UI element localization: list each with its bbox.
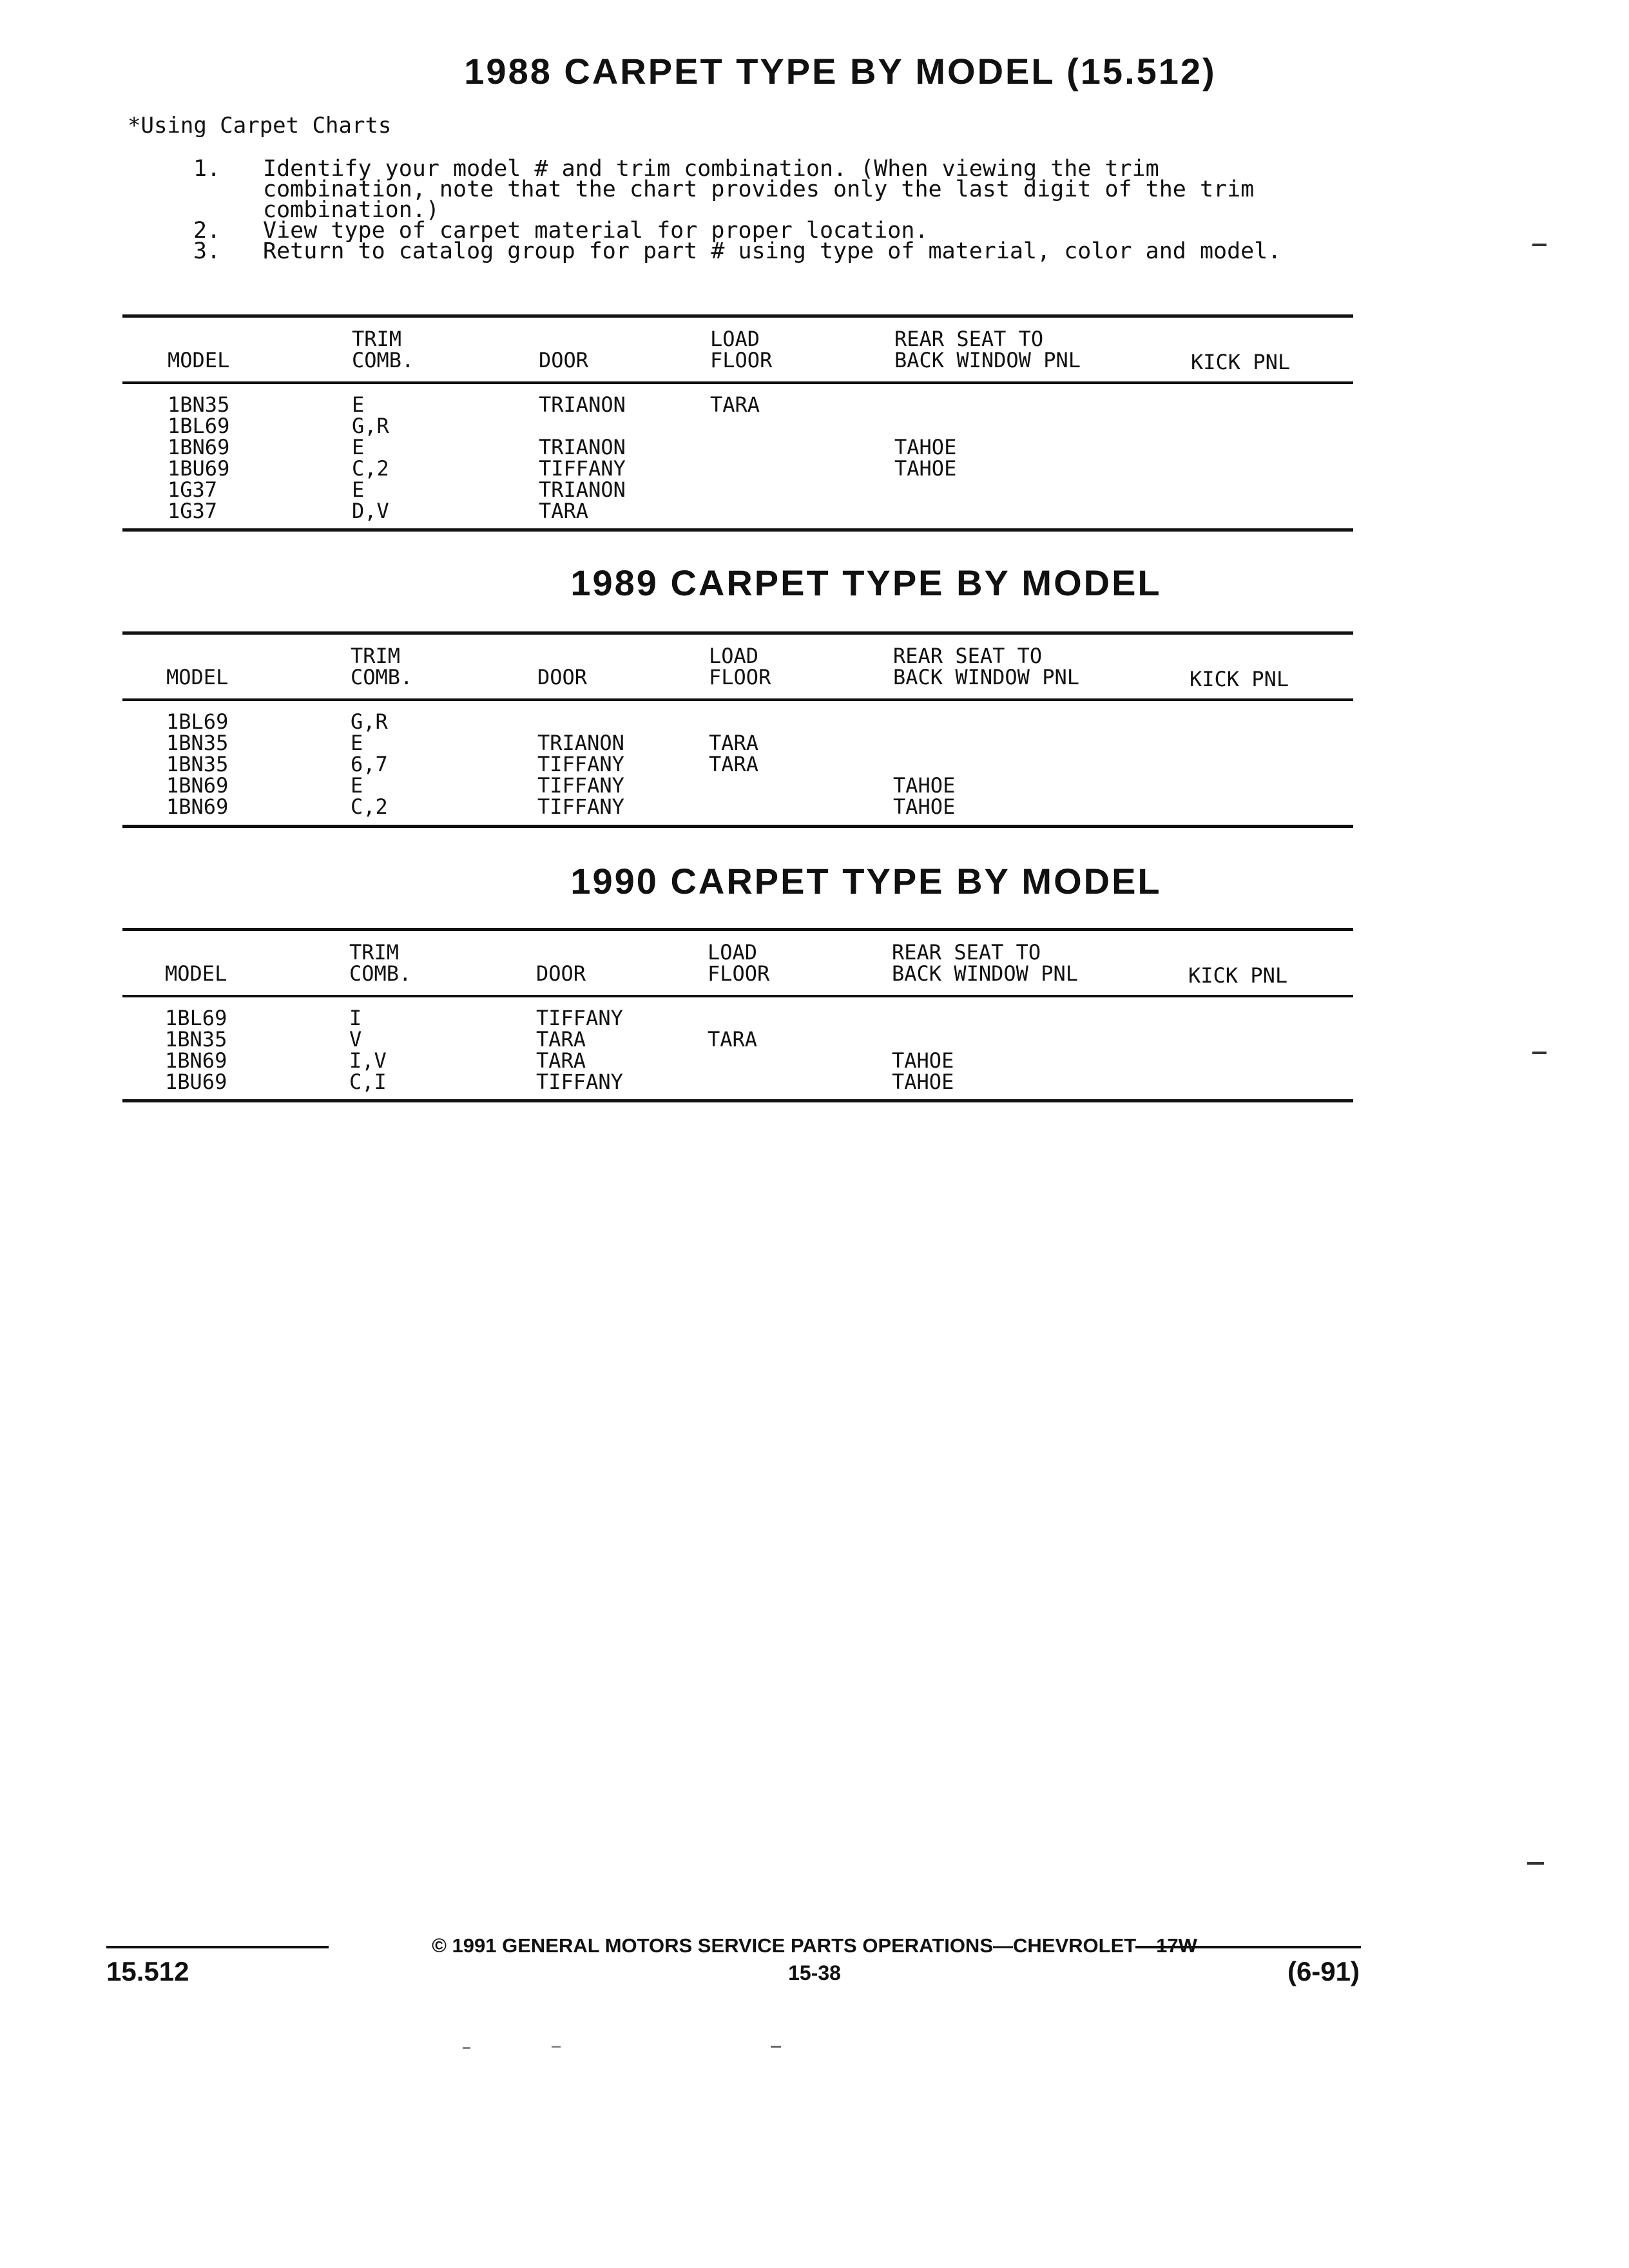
cell-model: 1G37: [168, 499, 218, 523]
cell-door: TARA: [536, 1027, 586, 1052]
cell-door: TRIANON: [539, 435, 626, 459]
cell-door: TRIANON: [539, 477, 626, 502]
scan-speck: [463, 2047, 470, 2049]
cell-load: TARA: [709, 731, 759, 755]
title-1990: 1990 CARPET TYPE BY MODEL: [570, 861, 1162, 901]
cell-trim: C,2: [352, 456, 389, 481]
step-text: Return to catalog group for part # using type of material, color and model.: [263, 238, 1282, 264]
cell-trim: E: [352, 392, 365, 417]
cell-model: 1G37: [168, 477, 218, 502]
margin-tick: [1527, 1862, 1544, 1865]
header-back-window: BACK WINDOW PNL: [892, 961, 1078, 986]
table-1990: [122, 928, 1353, 1108]
cell-model: 1BN69: [168, 435, 230, 459]
header-trim: TRIM: [352, 327, 402, 351]
cell-load: TARA: [710, 392, 760, 417]
cell-door: TRIANON: [537, 731, 624, 755]
cell-rear: TAHOE: [892, 1048, 954, 1073]
header-load: LOAD: [708, 940, 758, 965]
footer-section-number: 15.512: [106, 1956, 189, 1986]
header-rear-seat: REAR SEAT TO: [894, 327, 1044, 351]
table-rule: [122, 928, 1353, 931]
cell-door: TARA: [536, 1048, 586, 1073]
table-rule: [122, 825, 1353, 828]
cell-trim: E: [352, 477, 365, 502]
cell-trim: C,2: [351, 794, 388, 819]
title-1988: 1988 CARPET TYPE BY MODEL (15.512): [464, 51, 1217, 91]
table-1989: [122, 631, 1353, 831]
header-trim: TRIM: [351, 644, 401, 668]
cell-trim: G,R: [352, 414, 389, 438]
table-1988: [122, 314, 1353, 533]
header-kick: KICK PNL: [1191, 350, 1291, 374]
header-comb: COMB.: [352, 348, 414, 372]
step-number: 1.: [193, 156, 221, 182]
step-item: [193, 156, 1327, 223]
cell-door: TARA: [539, 499, 589, 523]
cell-door: TIFFANY: [539, 456, 626, 481]
header-back-window: BACK WINDOW PNL: [894, 348, 1081, 372]
header-model: MODEL: [166, 665, 229, 689]
cell-model: 1BN35: [166, 731, 229, 755]
header-floor: FLOOR: [710, 348, 773, 372]
step-text: View type of carpet material for proper location.: [263, 218, 929, 244]
header-floor: FLOOR: [709, 665, 771, 689]
cell-trim: E: [351, 731, 363, 755]
cell-model: 1BN35: [166, 752, 229, 776]
table-rule: [122, 631, 1353, 635]
cell-model: 1BN69: [166, 794, 229, 819]
cell-load: TARA: [709, 752, 759, 776]
scan-speck: [552, 2046, 561, 2048]
step-text: Identify your model # and trim combination. (When viewing the trim combination, note that the chart provides only the last digit of the trim combination.): [263, 156, 1255, 223]
cell-rear: TAHOE: [892, 1070, 954, 1094]
cell-model: 1BU69: [168, 456, 230, 481]
cell-trim: C,I: [349, 1070, 387, 1094]
cell-trim: I,V: [349, 1048, 387, 1073]
cell-rear: TAHOE: [894, 456, 957, 481]
table-rule: [122, 698, 1353, 701]
header-trim: TRIM: [349, 940, 400, 965]
cell-trim: I: [349, 1006, 362, 1030]
cell-model: 1BL69: [168, 414, 230, 438]
cell-trim: 6,7: [351, 752, 388, 776]
cell-trim: E: [352, 435, 365, 459]
table-rule: [122, 381, 1353, 384]
scan-speck: [771, 2046, 781, 2048]
cell-door: TIFFANY: [536, 1006, 623, 1030]
cell-door: TRIANON: [539, 392, 626, 417]
instruction-steps: [193, 156, 1327, 264]
step-item: [193, 238, 1327, 264]
cell-trim: G,R: [351, 709, 388, 734]
header-kick: KICK PNL: [1188, 963, 1288, 988]
usage-heading: *Using Carpet Charts: [128, 113, 392, 139]
header-door: DOOR: [536, 961, 586, 986]
footer-page-number: 15-38: [788, 1961, 841, 1984]
header-comb: COMB.: [351, 665, 413, 689]
table-rule: [122, 314, 1353, 318]
header-model: MODEL: [168, 348, 230, 372]
step-number: 2.: [193, 218, 221, 244]
header-rear-seat: REAR SEAT TO: [892, 940, 1041, 965]
cell-load: TARA: [708, 1027, 758, 1052]
header-floor: FLOOR: [708, 961, 770, 986]
cell-model: 1BU69: [165, 1070, 227, 1094]
margin-tick: [1532, 244, 1547, 246]
cell-door: TIFFANY: [537, 773, 624, 798]
cell-model: 1BN69: [165, 1048, 227, 1073]
cell-model: 1BN69: [166, 773, 229, 798]
cell-rear: TAHOE: [893, 794, 956, 819]
cell-trim: V: [349, 1027, 362, 1052]
step-number: 3.: [193, 238, 221, 264]
table-rule: [122, 995, 1353, 997]
title-1989: 1989 CARPET TYPE BY MODEL: [570, 562, 1162, 603]
cell-door: TIFFANY: [536, 1070, 623, 1094]
header-kick: KICK PNL: [1190, 667, 1289, 691]
cell-model: 1BL69: [166, 709, 229, 734]
cell-rear: TAHOE: [894, 435, 957, 459]
footer-revision-date: (6-91): [1287, 1956, 1360, 1986]
header-load: LOAD: [709, 644, 759, 668]
margin-tick: [1532, 1052, 1547, 1054]
cell-door: TIFFANY: [537, 752, 624, 776]
cell-trim: E: [351, 773, 363, 798]
header-model: MODEL: [165, 961, 227, 986]
cell-model: 1BL69: [165, 1006, 227, 1030]
header-door: DOOR: [537, 665, 588, 689]
header-rear-seat: REAR SEAT TO: [893, 644, 1043, 668]
table-rule: [122, 1099, 1353, 1102]
cell-trim: D,V: [352, 499, 389, 523]
cell-rear: TAHOE: [893, 773, 956, 798]
cell-model: 1BN35: [165, 1027, 227, 1052]
cell-model: 1BN35: [168, 392, 230, 417]
table-rule: [122, 528, 1353, 532]
cell-door: TIFFANY: [537, 794, 624, 819]
header-back-window: BACK WINDOW PNL: [893, 665, 1079, 689]
header-comb: COMB.: [349, 961, 412, 986]
footer-copyright: © 1991 GENERAL MOTORS SERVICE PARTS OPERATIONS—CHEVROLET—17W: [432, 1934, 1197, 1957]
header-door: DOOR: [539, 348, 589, 372]
header-load: LOAD: [710, 327, 760, 351]
